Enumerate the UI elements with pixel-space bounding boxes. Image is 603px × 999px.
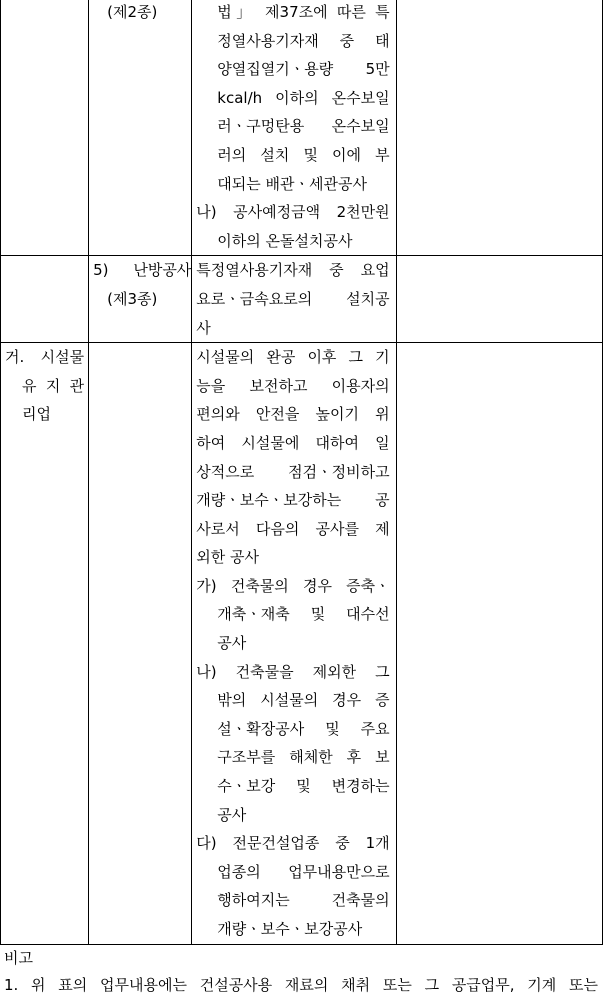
scope-line: 이하의 온돌설치공사	[217, 231, 353, 250]
scope-line: 개량ㆍ보수ㆍ보강하는 공	[196, 491, 390, 510]
scope-line: 러ㆍ구멍탄용 온수보일	[217, 117, 390, 136]
scope-line: 다) 전문건설업종 중 1개	[196, 834, 390, 853]
scope-line: 대되는 배관ㆍ세관공사	[217, 174, 367, 193]
scope-line: 설ㆍ확장공사 및 주요	[217, 719, 390, 738]
scope-line: 외한 공사	[196, 548, 260, 567]
sub-business-cell	[89, 0, 192, 256]
note-item: 1. 위 표의 업무내용에는 건설공사용 재료의 채취 또는 그 공급업무, 기계 또는	[4, 976, 598, 994]
scope-line: 행하여지는 건축물의	[217, 891, 390, 910]
scope-line: 나) 공사예정금액 2천만원	[196, 203, 390, 222]
scope-line: 법」 제37조에 따른 특	[217, 3, 390, 21]
work-scope-cell	[192, 0, 396, 256]
table-row	[1, 0, 603, 256]
notes-heading: 비고	[4, 949, 33, 967]
scope-line: 상적으로 점검ㆍ정비하고	[196, 462, 390, 481]
scope-line: 공사	[217, 634, 247, 653]
business-type-cell	[1, 0, 89, 256]
remarks-cell	[396, 256, 602, 343]
sub-business-cell	[89, 343, 192, 944]
scope-line: 러의 설치 및 이에 부	[217, 145, 390, 164]
table-row	[1, 343, 603, 944]
remarks-cell	[396, 0, 602, 256]
scope-line: 특정열사용기자재 중 요업	[196, 261, 390, 280]
scope-line: 능을 보전하고 이용자의	[196, 376, 390, 395]
scope-line: 하여 시설물에 대하여 일	[196, 433, 390, 452]
scope-line: 편의와 안전을 높이기 위	[196, 405, 390, 424]
scope-line: 양열집열기ㆍ용량 5만	[217, 60, 390, 79]
scope-line: 가) 건축물의 경우 증축ㆍ	[196, 576, 390, 595]
sub-business-name: 5) 난방공사	[93, 261, 192, 280]
sub-business-cell	[89, 256, 192, 343]
table-row	[1, 256, 603, 343]
business-type-cell	[1, 343, 89, 944]
scope-line: 구조부를 해체한 후 보	[217, 748, 390, 767]
scope-line: 시설물의 완공 이후 그 기	[196, 348, 390, 367]
sub-business-class: (제2종)	[107, 3, 158, 21]
work-scope-cell	[192, 343, 396, 944]
scope-line: 개량ㆍ보수ㆍ보강공사	[217, 920, 363, 938]
business-type-name: 유 지 관	[22, 376, 85, 395]
scope-line: 사	[196, 318, 211, 337]
business-type-name: 거. 시설물	[5, 348, 85, 367]
scope-line: 밖의 시설물의 경우 증	[217, 691, 390, 710]
work-scope-cell	[192, 256, 396, 343]
scope-line: kcal/h 이하의 온수보일	[217, 88, 390, 107]
scope-line: 요로ㆍ금속요로의 설치공	[196, 289, 390, 308]
scope-line: 개축ㆍ재축 및 대수선	[217, 605, 390, 624]
scope-line: 수ㆍ보강 및 변경하는	[217, 777, 390, 796]
business-type-name: 리업	[22, 405, 51, 424]
scope-line: 정열사용기자재 중 태	[217, 31, 390, 50]
scope-line: 공사	[217, 805, 247, 824]
scope-line: 사로서 다음의 공사를 제	[196, 519, 390, 538]
scope-line: 나) 건축물을 제외한 그	[196, 662, 390, 681]
sub-business-class: (제3종)	[107, 289, 158, 308]
scope-line: 업종의 업무내용만으로	[217, 862, 390, 881]
business-type-cell	[1, 256, 89, 343]
remarks-cell	[396, 343, 602, 944]
